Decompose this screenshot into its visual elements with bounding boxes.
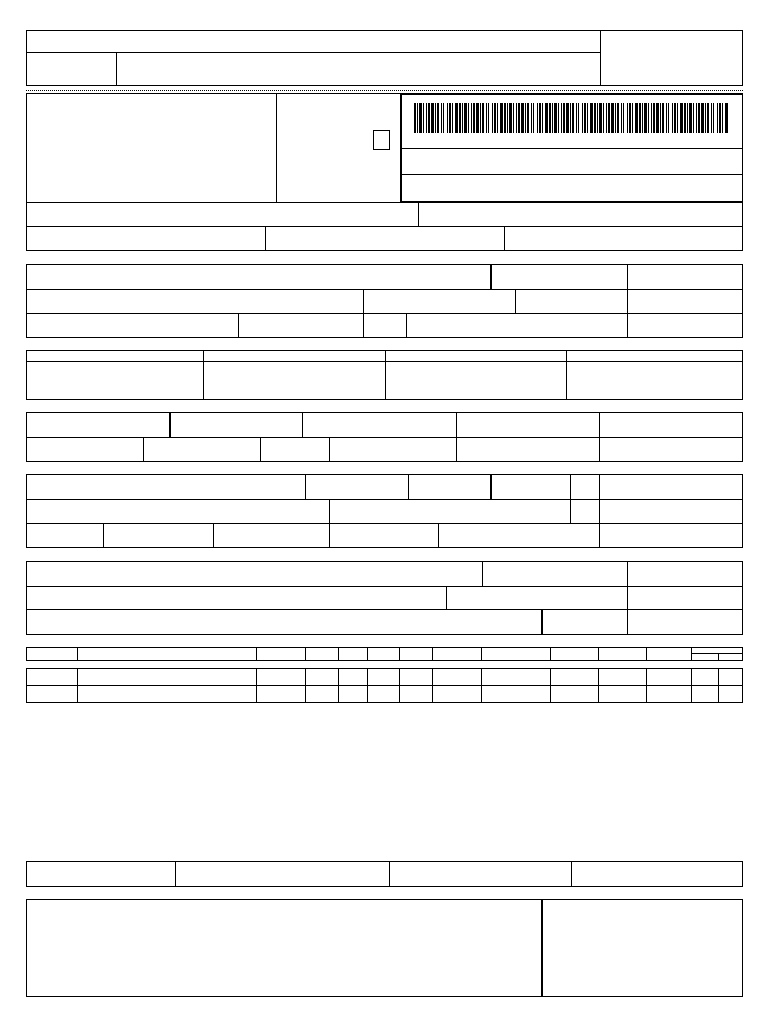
section-divider [213, 523, 214, 548]
barcode-bar [662, 103, 664, 133]
footer-divider [571, 861, 572, 887]
table-col-divider [399, 647, 400, 661]
row-field[interactable] [27, 203, 417, 225]
cut-line [26, 90, 743, 91]
barcode-bar [615, 103, 616, 133]
table-col-divider [691, 668, 692, 703]
signature-divider [541, 899, 543, 997]
barcode-bar [629, 103, 631, 133]
footer-divider [389, 861, 390, 887]
barcode-bar [611, 103, 614, 133]
section-divider [203, 350, 204, 400]
barcode-bar [437, 103, 439, 133]
barcode-bar [480, 103, 481, 133]
barcode-bar [497, 103, 498, 133]
barcode-bar [687, 103, 688, 133]
barcode-bar [707, 103, 709, 133]
barcode-bar [606, 103, 607, 133]
barcode-bar [603, 103, 604, 133]
barcode-bar [494, 103, 496, 133]
section-divider [305, 474, 306, 499]
barcode-bar [689, 103, 692, 133]
header-code-field[interactable] [27, 53, 115, 85]
table-col-divider [305, 668, 306, 703]
row-field[interactable] [419, 203, 742, 225]
barcode-bar [486, 103, 487, 133]
barcode-bar [642, 103, 643, 133]
barcode-bar [635, 103, 638, 133]
section-divider [456, 412, 457, 462]
section-block-2 [26, 264, 743, 338]
barcode-bar [537, 103, 538, 133]
barcode-bar [471, 103, 472, 133]
item-table-header [26, 647, 743, 661]
barcode-bar [656, 103, 659, 133]
section-divider [515, 289, 516, 313]
table-col-divider [432, 647, 433, 661]
barcode-bar [648, 103, 649, 133]
barcode-bar [527, 103, 529, 133]
barcode-bar [668, 103, 669, 133]
barcode-bar [584, 103, 586, 133]
barcode-bar [599, 103, 602, 133]
barcode-bar [597, 103, 598, 133]
barcode-bar [558, 103, 559, 133]
barcode-bar [462, 103, 463, 133]
address-field[interactable] [27, 94, 275, 201]
barcode-bar [594, 103, 596, 133]
barcode-bar [639, 103, 641, 133]
section-divider [490, 264, 492, 289]
checkbox[interactable] [373, 130, 390, 150]
barcode-bar [632, 103, 633, 133]
table-col-divider [338, 668, 339, 703]
section-divider [627, 561, 628, 635]
barcode-bar [653, 103, 655, 133]
barcode-bar [717, 103, 718, 133]
section-divider [238, 313, 239, 338]
barcode-bar [459, 103, 461, 133]
barcode-bar [452, 103, 453, 133]
table-col-divider [481, 668, 482, 703]
section-block-6 [26, 561, 743, 635]
barcode-bar [561, 103, 562, 133]
section-divider [26, 313, 743, 314]
section-divider [143, 437, 144, 462]
barcode-bar [680, 103, 683, 133]
barcode-bar [563, 103, 565, 133]
section-divider [482, 561, 483, 586]
barcode-bar [660, 103, 661, 133]
barcode-bar [500, 103, 503, 133]
section-divider [26, 499, 743, 500]
barcode-bar [693, 103, 694, 133]
barcode-bar [549, 103, 551, 133]
barcode-bar [570, 103, 571, 133]
table-col-divider [550, 668, 551, 703]
barcode-bar [587, 103, 588, 133]
barcode-bar [507, 103, 508, 133]
barcode-bar [696, 103, 697, 133]
table-col-divider [550, 647, 551, 661]
barcode-bar [713, 103, 714, 133]
footer-divider [175, 861, 176, 887]
barcode-bar [677, 103, 678, 133]
table-col-divider [367, 668, 368, 703]
barcode-icon [414, 103, 730, 133]
section-divider [599, 474, 600, 548]
barcode-bar [419, 103, 422, 133]
barcode-bar [525, 103, 526, 133]
header-title-field[interactable] [27, 31, 599, 51]
barcode-bar [431, 103, 434, 133]
table-col-divider [718, 668, 719, 703]
barcode-bar [722, 103, 723, 133]
barcode-bar [578, 103, 579, 133]
section-divider [408, 474, 409, 499]
header-corner-field[interactable] [601, 31, 742, 85]
barcode-bar [566, 103, 569, 133]
barcode-bar [582, 103, 583, 133]
barcode-bar [414, 103, 416, 133]
table-col-divider [481, 647, 482, 661]
barcode-bar [554, 103, 557, 133]
section-divider [490, 474, 492, 499]
barcode-bar [674, 103, 676, 133]
section-divider [541, 609, 543, 635]
barcode-bar [621, 103, 622, 133]
section-divider [599, 412, 600, 462]
table-col-divider [691, 647, 692, 661]
barcode-bar [441, 103, 442, 133]
barcode-bar [449, 103, 451, 133]
barcode-bar [684, 103, 686, 133]
section-divider [103, 523, 104, 548]
barcode-bar [651, 103, 652, 133]
barcode-bar [617, 103, 619, 133]
header-name-field[interactable] [117, 53, 599, 85]
barcode-line-field[interactable] [402, 175, 742, 201]
section-divider [260, 437, 261, 462]
barcode-bar [719, 103, 721, 133]
barcode-bar [482, 103, 484, 133]
row-field[interactable] [266, 227, 503, 250]
stamp-field[interactable] [544, 900, 742, 996]
barcode-bar [590, 103, 593, 133]
barcode-bar [488, 103, 489, 133]
barcode-line-field[interactable] [402, 149, 742, 173]
barcode-bar [725, 103, 728, 133]
barcode-bar [533, 103, 534, 133]
barcode-bar [447, 103, 448, 133]
barcode-bar [435, 103, 436, 133]
table-col-divider [256, 647, 257, 661]
barcode-bar [576, 103, 577, 133]
barcode-bar [521, 103, 524, 133]
table-col-divider [598, 647, 599, 661]
section-divider [26, 586, 743, 587]
footer-row [26, 861, 743, 887]
section-block-5 [26, 474, 743, 548]
table-col-divider [432, 668, 433, 703]
table-col-divider [718, 653, 719, 661]
barcode-bar [666, 103, 667, 133]
row-field[interactable] [505, 227, 742, 250]
section-divider [26, 437, 743, 438]
table-col-divider [598, 668, 599, 703]
section-divider [363, 313, 364, 338]
barcode-bar [516, 103, 517, 133]
barcode-bar [701, 103, 704, 133]
table-row-divider [26, 685, 743, 686]
section-divider [329, 499, 330, 548]
section-divider [438, 523, 439, 548]
table-col-divider [77, 647, 78, 661]
barcode-bar [518, 103, 520, 133]
barcode-bar [509, 103, 512, 133]
barcode-bar [417, 103, 418, 133]
table-col-divider [305, 647, 306, 661]
barcode-bar [545, 103, 548, 133]
row-field[interactable] [27, 227, 264, 250]
barcode-bar [464, 103, 467, 133]
barcode-bar [672, 103, 673, 133]
section-divider [26, 289, 743, 290]
barcode-bar [428, 103, 430, 133]
table-col-divider [338, 647, 339, 661]
table-col-divider [399, 668, 400, 703]
section-divider [363, 289, 364, 313]
barcode-bar [644, 103, 647, 133]
address-field[interactable] [277, 94, 372, 201]
table-col-divider [646, 647, 647, 661]
barcode-bar [426, 103, 427, 133]
table-col-divider [367, 647, 368, 661]
section-divider [329, 437, 330, 462]
barcode-bar [698, 103, 700, 133]
barcode-bar [542, 103, 543, 133]
barcode-bar [455, 103, 458, 133]
section-divider [406, 313, 407, 338]
section-divider [627, 264, 628, 338]
table-col-divider [646, 668, 647, 703]
barcode-bar [513, 103, 514, 133]
barcode-bar [443, 103, 444, 133]
barcode-bar [423, 103, 424, 133]
barcode-bar [705, 103, 706, 133]
section-divider [566, 350, 567, 400]
table-col-divider [77, 668, 78, 703]
barcode-bar [711, 103, 712, 133]
item-table-subheader-line [691, 653, 743, 654]
section-divider [26, 523, 743, 524]
barcode-bar [608, 103, 610, 133]
section-divider [26, 609, 743, 610]
table-col-divider [256, 668, 257, 703]
section-divider [169, 412, 171, 437]
section-divider [446, 586, 447, 609]
barcode-bar [468, 103, 469, 133]
barcode-bar [572, 103, 574, 133]
barcode-bar [539, 103, 541, 133]
barcode-bar [492, 103, 493, 133]
barcode-bar [531, 103, 532, 133]
barcode-bar [476, 103, 479, 133]
barcode-bar [552, 103, 553, 133]
signature-field[interactable] [27, 900, 540, 996]
section-divider [385, 350, 386, 400]
section-divider [570, 474, 571, 523]
barcode-bar [473, 103, 475, 133]
section-divider [302, 412, 303, 437]
barcode-bar [627, 103, 628, 133]
barcode-bar [504, 103, 506, 133]
barcode-bar [623, 103, 624, 133]
